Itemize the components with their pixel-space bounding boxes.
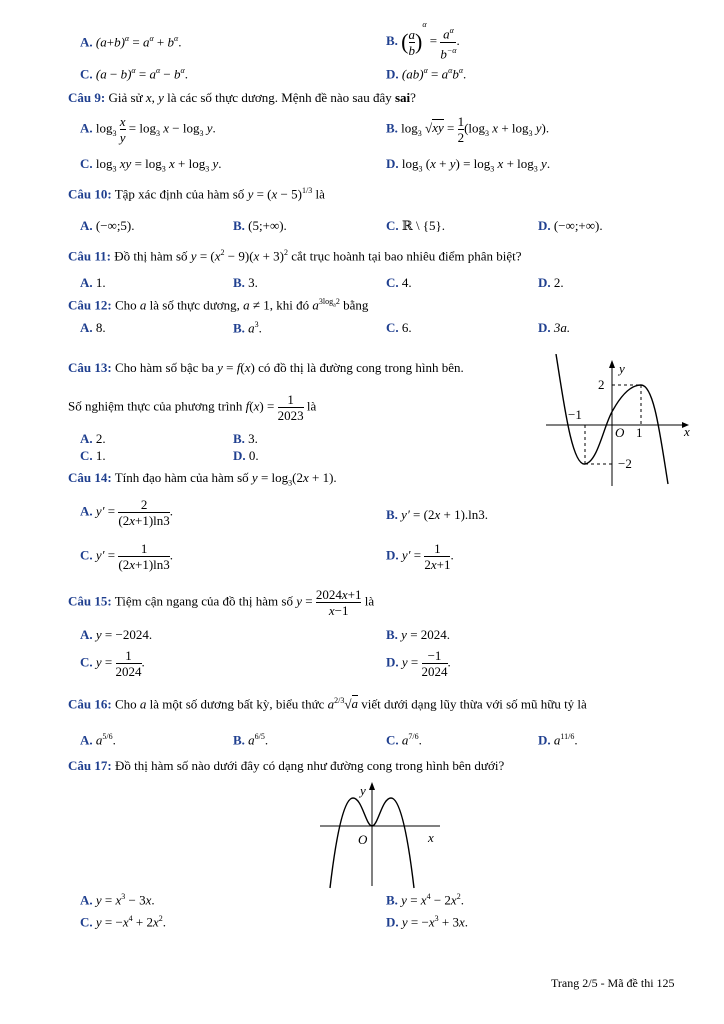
origin-label: O bbox=[358, 832, 368, 847]
tick-minus-1: −1 bbox=[568, 407, 582, 422]
q13-option-d: D. 0. bbox=[233, 448, 259, 463]
q15-option-a: A. y = −2024. bbox=[80, 627, 153, 642]
q13-option-c: C. 1. bbox=[80, 448, 106, 463]
q13-stem: Câu 13: Cho hàm số bậc ba y = f(x) có đồ thị là đường cong trong hình bên. bbox=[68, 360, 464, 375]
q14-option-b: B. y′ = (2x + 1).ln3. bbox=[386, 507, 489, 522]
q9-option-c: C. $\log_3$ xy = $\log_3 x + \log_3 y$. bbox=[80, 156, 222, 174]
q9-option-d: D. $\log_3 (x + y) = \log_3 x + \log_3 y$. bbox=[386, 156, 551, 174]
q17-option-b: B. $y = x^4 - 2x^2$. bbox=[386, 892, 464, 908]
q16-stem: Câu 16: Cho a là một số dương bất kỳ, biểu thức $a^{2/3}√a$ viết dưới dạng lũy thừa với số mũ hữu tỷ là bbox=[68, 696, 587, 712]
q9-stem: Câu 9: Giả sử x, y là các số thực dương. Mệnh đề nào sau đây sai? bbox=[68, 90, 416, 105]
q15-stem: Câu 15: Tiệm cận ngang của đồ thị hàm số y = $\frac{2024x+1}{x-1}$ là bbox=[68, 587, 375, 618]
q12-stem: Câu 12: Cho a là số thực dương, a ≠ 1, khi đó $a^{3log_a2}$ bằng bbox=[68, 297, 369, 313]
x-label: x bbox=[684, 424, 690, 439]
tick-2: 2 bbox=[598, 377, 605, 392]
q14-option-c: C. y′ = $\frac{1}{(2x+1)\ln 3}$ . bbox=[80, 541, 174, 572]
q9-option-a: A. $\log_3$ $\frac{x}{y}$ = $\log_3 x - \log_3 y$. bbox=[80, 114, 216, 145]
q11-stem: Câu 11: Đồ thị hàm số $y = (x^2 - 9)(x + 3)^2$ cắt trục hoành tại bao nhiêu điểm phân biệt? bbox=[68, 248, 522, 264]
q8-option-c: C. $(a - b)^\alpha = a^\alpha - b^\alpha$. bbox=[80, 66, 188, 82]
q8-option-a: A. $(a+b)^\alpha = a^\alpha + b^\alpha$. bbox=[80, 34, 182, 50]
q15-option-d: D. y = $\frac{-1}{2024}$ . bbox=[386, 648, 451, 679]
q12-option-b: B. $a^3$. bbox=[233, 320, 262, 336]
q12-option-a: A. 8. bbox=[80, 320, 106, 335]
q14-option-a: A. y′ = $\frac{2}{(2x+1)\ln 3}$ . bbox=[80, 497, 174, 528]
q11-option-c: C. 4. bbox=[386, 275, 412, 290]
q16-option-d: D. $a^{11/6}$. bbox=[538, 732, 578, 748]
q15-option-b: B. y = 2024. bbox=[386, 627, 451, 642]
q13-option-b: B. 3. bbox=[233, 431, 258, 446]
q17-stem: Câu 17: Đồ thị hàm số nào dưới đây có dạng như đường cong trong hình bên dưới? bbox=[68, 758, 505, 773]
q15-option-c: C. y = $\frac{1}{2024}$ . bbox=[80, 648, 145, 679]
q8-option-b: B. ( $\frac{a}{b}$ )$^\alpha$ = $\frac{a^\alpha}{b^{-\alpha}}$ . bbox=[386, 20, 460, 61]
q10-option-a: A. (−∞;5). bbox=[80, 218, 135, 233]
q10-option-c: C. ℝ \ {5}. bbox=[386, 218, 446, 233]
q14-stem: Câu 14: Tính đạo hàm của hàm số $y = \log_3(2x + 1)$. bbox=[68, 470, 337, 488]
q13-graph bbox=[546, 354, 696, 489]
q14-option-d: D. y′ = $\frac{1}{2x+1}$ . bbox=[386, 541, 454, 572]
q11-option-a: A. 1. bbox=[80, 275, 106, 290]
y-label: y bbox=[619, 361, 625, 376]
q9-option-b: B. $\log_3 √xy$ = $\frac{1}{2}$ ($\log_3$ $x + \log_3 y$). bbox=[386, 114, 550, 145]
y-label: y bbox=[360, 783, 366, 798]
q17-option-d: D. $y = -x^3 + 3x$. bbox=[386, 914, 468, 930]
page-footer: Trang 2/5 - Mã đề thi 125 bbox=[551, 976, 675, 990]
q11-option-d: D. 2. bbox=[538, 275, 564, 290]
q10-stem: Câu 10: Tập xác định của hàm số $y = (x - 5)^{1/3}$ là bbox=[68, 186, 325, 202]
x-label: x bbox=[428, 830, 434, 845]
q13-stem-2: Số nghiệm thực của phương trình f(x) = $\frac{1}{2023}$ là bbox=[68, 392, 317, 423]
q13-option-a: A. 2. bbox=[80, 431, 106, 446]
q16-option-b: B. $a^{6/5}$. bbox=[233, 732, 269, 748]
q16-option-a: A. $a^{5/6}$. bbox=[80, 732, 116, 748]
tick-minus-2: −2 bbox=[618, 456, 632, 471]
q12-option-d: D. 3a. bbox=[538, 320, 571, 335]
q8-option-d: D. $(ab)^\alpha = a^\alpha b^\alpha$. bbox=[386, 66, 467, 82]
q17-graph bbox=[316, 780, 446, 890]
q12-option-c: C. 6. bbox=[386, 320, 412, 335]
q16-option-c: C. $a^{7/6}$. bbox=[386, 732, 422, 748]
origin-label: O bbox=[615, 425, 625, 440]
tick-1: 1 bbox=[636, 425, 643, 440]
q10-option-d: D. (−∞;+∞). bbox=[538, 218, 603, 233]
q17-option-c: C. $y = -x^4 + 2x^2$. bbox=[80, 914, 166, 930]
q11-option-b: B. 3. bbox=[233, 275, 258, 290]
q17-option-a: A. $y = x^3 - 3x$. bbox=[80, 892, 155, 908]
q10-option-b: B. (5;+∞). bbox=[233, 218, 287, 233]
